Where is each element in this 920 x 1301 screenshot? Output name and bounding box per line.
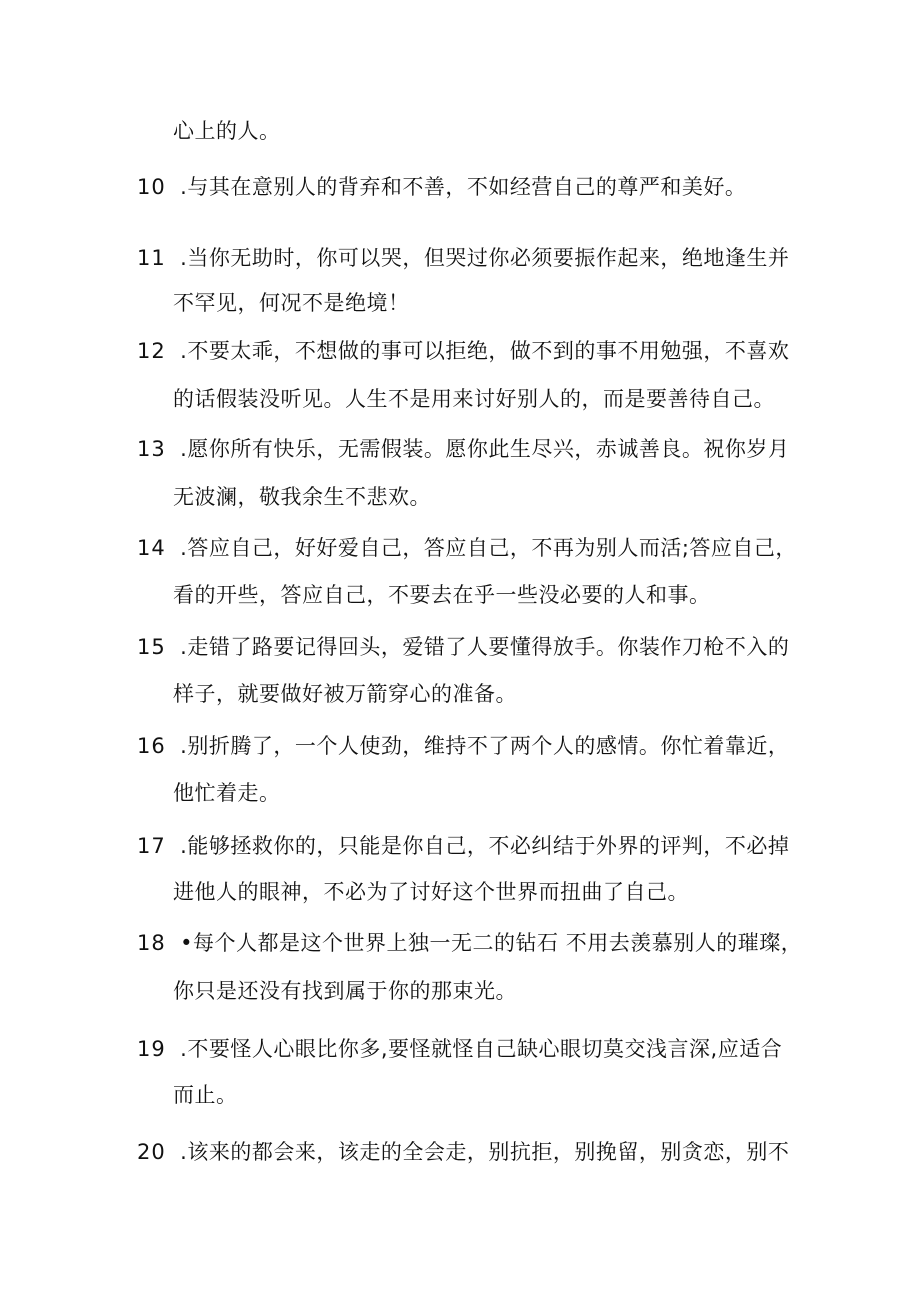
line-text: .别折腾了，一个人使劲，维持不了两个人的感情。你忙着靠近， <box>173 734 790 758</box>
item-number: 18 <box>137 931 166 955</box>
text-line <box>137 778 817 808</box>
item-number: 10 <box>137 175 166 199</box>
line-text: •每个人都是这个世界上独一无二的钻石 不用去羡慕别人的璀璨， <box>173 931 803 955</box>
line-text: 的话假装没听见。人生不是用来讨好别人的，而是要善待自己。 <box>173 387 775 411</box>
text-line <box>137 336 817 366</box>
line-text: .该来的都会来，该走的全会走，别抗拒，别挽留，别贪恋，别不 <box>173 1140 790 1164</box>
text-line <box>137 580 817 610</box>
text-line <box>137 243 817 273</box>
line-text: .不要太乖，不想做的事可以拒绝，做不到的事不用勉强，不喜欢 <box>173 339 790 363</box>
item-number: 19 <box>137 1037 166 1061</box>
text-line <box>137 976 817 1006</box>
text-line <box>137 384 817 414</box>
text-line <box>137 632 817 662</box>
line-text: .答应自己，好好爱自己，答应自己，不再为别人而活;答应自己， <box>173 536 797 560</box>
text-line <box>137 116 817 146</box>
text-line <box>137 731 817 761</box>
text-line <box>137 877 817 907</box>
text-line <box>137 172 817 202</box>
text-line <box>137 928 817 958</box>
text-line <box>137 679 817 709</box>
line-text: .当你无助时，你可以哭，但哭过你必须要振作起来，绝地逢生并 <box>173 246 790 270</box>
line-text: 样子，就要做好被万箭穿心的准备。 <box>173 682 517 706</box>
item-number: 12 <box>137 339 166 363</box>
line-text: 而止。 <box>173 1083 238 1107</box>
item-number: 17 <box>137 834 166 858</box>
line-text: 进他人的眼神，不必为了讨好这个世界而扭曲了自己。 <box>173 880 689 904</box>
line-text: .愿你所有快乐，无需假装。愿你此生尽兴，赤诚善良。祝你岁月 <box>173 437 790 461</box>
item-number: 20 <box>137 1140 166 1164</box>
line-text: 他忙着走。 <box>173 781 281 805</box>
line-text: .与其在意别人的背弃和不善，不如经营自己的尊严和美好。 <box>173 175 747 199</box>
line-text: 心上的人。 <box>173 119 281 143</box>
text-line <box>137 1137 817 1167</box>
item-number: 11 <box>137 246 166 270</box>
text-line <box>137 1034 817 1064</box>
line-text: .不要怪人心眼比你多,要怪就怪自己缺心眼切莫交浅言深,应适合 <box>173 1037 783 1061</box>
item-number: 15 <box>137 635 166 659</box>
line-text: 不罕见，何况不是绝境！ <box>173 291 410 315</box>
text-line <box>137 533 817 563</box>
line-text: 看的开些，答应自己，不要去在乎一些没必要的人和事。 <box>173 583 711 607</box>
line-text: .能够拯救你的，只能是你自己，不必纠结于外界的评判，不必掉 <box>173 834 790 858</box>
text-line <box>137 288 817 318</box>
line-text: .走错了路要记得回头，爱错了人要懂得放手。你装作刀枪不入的 <box>173 635 790 659</box>
item-number: 16 <box>137 734 166 758</box>
text-line <box>137 831 817 861</box>
line-text: 你只是还没有找到属于你的那束光。 <box>173 979 517 1003</box>
item-number: 14 <box>137 536 166 560</box>
item-number: 13 <box>137 437 166 461</box>
text-line <box>137 482 817 512</box>
text-line <box>137 1080 817 1110</box>
text-line <box>137 434 817 464</box>
line-text: 无波澜，敬我余生不悲欢。 <box>173 485 431 509</box>
